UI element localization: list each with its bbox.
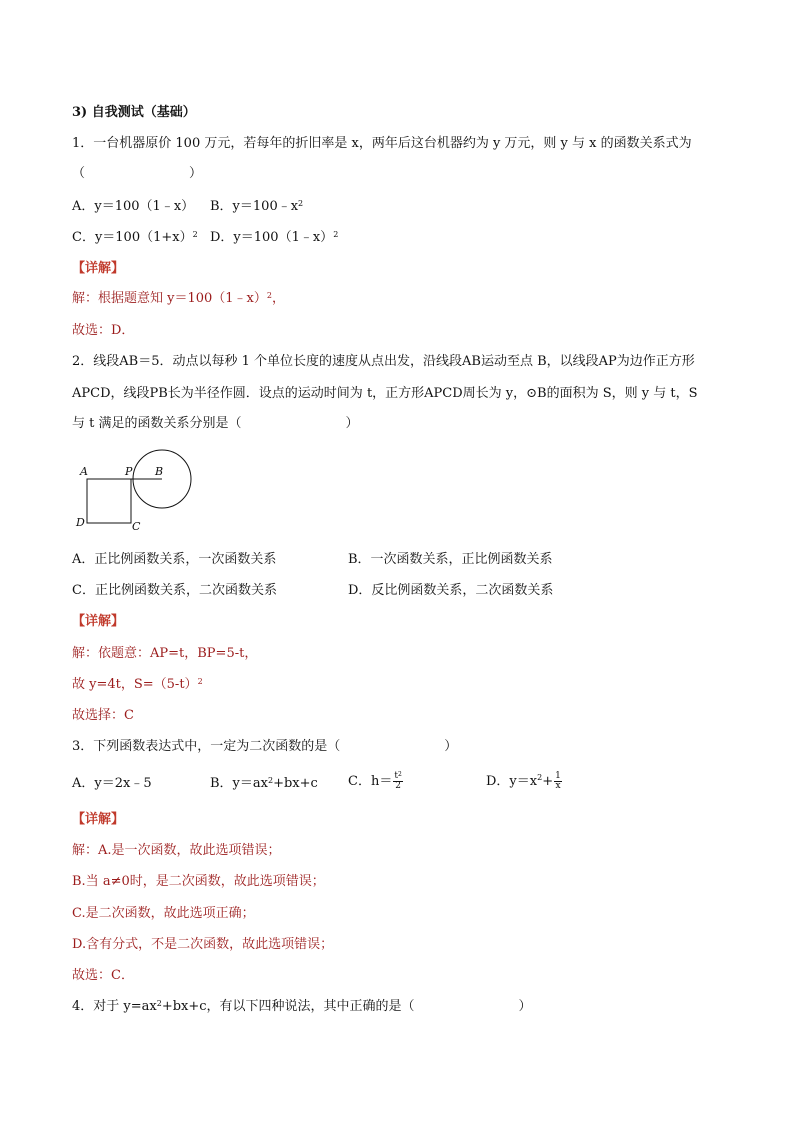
q1-option-b xyxy=(210,198,303,216)
q3-solution-line-2: B.当 a≠0时，是二次函数，故此选项错误； xyxy=(72,874,325,889)
q2-detail-label: 【详解】 xyxy=(72,614,125,629)
q4-stem xyxy=(72,998,734,1016)
superscript: 2 xyxy=(298,199,304,208)
superscript: 2 xyxy=(333,230,339,239)
q2-solution-text: 故 y=4t，S=（5-t） xyxy=(72,677,198,692)
fraction xyxy=(393,772,402,791)
q2-option-d: D．反比例函数关系，二次函数关系 xyxy=(348,583,554,598)
fraction xyxy=(554,772,562,791)
q2-solution-line-2 xyxy=(72,676,734,694)
q2-figure xyxy=(70,440,200,535)
q2-stem-line-3: 与 t 满足的函数关系分别是（ ） xyxy=(72,416,359,431)
q1-option-d xyxy=(210,229,338,247)
q3-option-a: A．y＝2x﹣5 xyxy=(72,776,152,791)
q1-detail-label: 【详解】 xyxy=(72,261,125,276)
superscript: 2 xyxy=(267,776,274,785)
q1-option-c xyxy=(72,229,198,247)
q3-solution-line-5: 故选：C． xyxy=(72,968,134,983)
superscript: 2 xyxy=(192,230,198,239)
q3-option-c xyxy=(348,772,404,791)
q1-solution-text: 解：根据题意知 y＝100（1﹣x） xyxy=(72,291,267,306)
fraction-denominator: x xyxy=(555,781,561,791)
superscript: 2 xyxy=(156,999,162,1008)
superscript: 2 xyxy=(537,773,543,782)
q3-option-c-pre: C．h＝ xyxy=(348,774,393,789)
label-c: C xyxy=(132,520,141,533)
numerator-text: t xyxy=(394,771,398,781)
fraction-numerator: 1 xyxy=(555,771,561,781)
q3-option-b xyxy=(210,775,318,793)
q1-option-a-text: A．y＝100（1﹣x） xyxy=(72,199,195,214)
square-apcd xyxy=(87,479,131,523)
q2-stem-line-2: APCD，线段PB长为半径作圆．设点的运动时间为 t，正方形APCD周长为 y，⊙B的面积为 S，则 y 与 t，S xyxy=(72,386,698,401)
q2-option-a: A．正比例函数关系，一次函数关系 xyxy=(72,552,277,567)
q3-solution-line-3: C.是二次函数，故此选项正确； xyxy=(72,906,255,921)
q1-option-c-text: C．y＝100（1+x） xyxy=(72,230,193,245)
q3-solution-line-4: D.含有分式，不是二次函数，故此选项错误； xyxy=(72,937,334,952)
label-a: A xyxy=(80,465,88,478)
superscript: 2 xyxy=(397,771,402,778)
q2-stem-line-1: 2．线段AB＝5．动点以每秒 1 个单位长度的速度从点出发，沿线段AB运动至点 B，以线段AP为边作正方形 xyxy=(72,354,695,369)
label-p: P xyxy=(125,465,133,478)
superscript: 2 xyxy=(266,291,272,300)
q2-option-b: B．一次函数关系，正比例函数关系 xyxy=(348,552,553,567)
q1-solution-line-2: 故选：D． xyxy=(72,323,135,338)
q2-option-c: C．正比例函数关系，二次函数关系 xyxy=(72,583,277,598)
q3-option-b-post: +bx+c xyxy=(273,776,318,791)
q3-solution-line-1: 解：A.是一次函数，故此选项错误； xyxy=(72,843,281,858)
q3-detail-label: 【详解】 xyxy=(72,812,125,827)
superscript: 2 xyxy=(197,677,203,686)
q1-stem: 1．一台机器原价 100 万元，若每年的折旧率是 x，两年后这台机器约为 y 万元，则 y 与 x 的函数关系式为 xyxy=(72,136,692,151)
q3-stem: 3．下列函数表达式中，一定为二次函数的是（ ） xyxy=(72,739,458,754)
q4-stem-pre: 4．对于 y=ax xyxy=(72,999,157,1014)
q1-paren: （ ） xyxy=(72,166,203,181)
q1-solution-line-1 xyxy=(72,290,734,308)
section-title: 3) 自我测试（基础） xyxy=(72,105,196,120)
q1-solution-tail: ， xyxy=(272,291,286,306)
q4-stem-post: +bx+c，有以下四种说法，其中正确的是（ ） xyxy=(161,999,532,1014)
q3-option-d xyxy=(486,772,563,791)
plus-sign: + xyxy=(542,774,554,789)
q3-option-b-pre: B．y＝ax xyxy=(210,776,268,791)
label-d: D xyxy=(76,516,85,529)
q1-option-b-text: B．y＝100﹣x xyxy=(210,199,299,214)
q3-option-d-pre: D．y＝x xyxy=(486,774,538,789)
label-b: B xyxy=(155,465,164,478)
q2-solution-line-1: 解：依题意：AP=t，BP=5-t， xyxy=(72,646,258,661)
q1-option-d-text: D．y＝100（1﹣x） xyxy=(210,230,334,245)
q2-solution-line-3: 故选择：C xyxy=(72,708,134,723)
fraction-denominator: 2 xyxy=(395,781,401,791)
q1-option-a xyxy=(72,198,194,216)
